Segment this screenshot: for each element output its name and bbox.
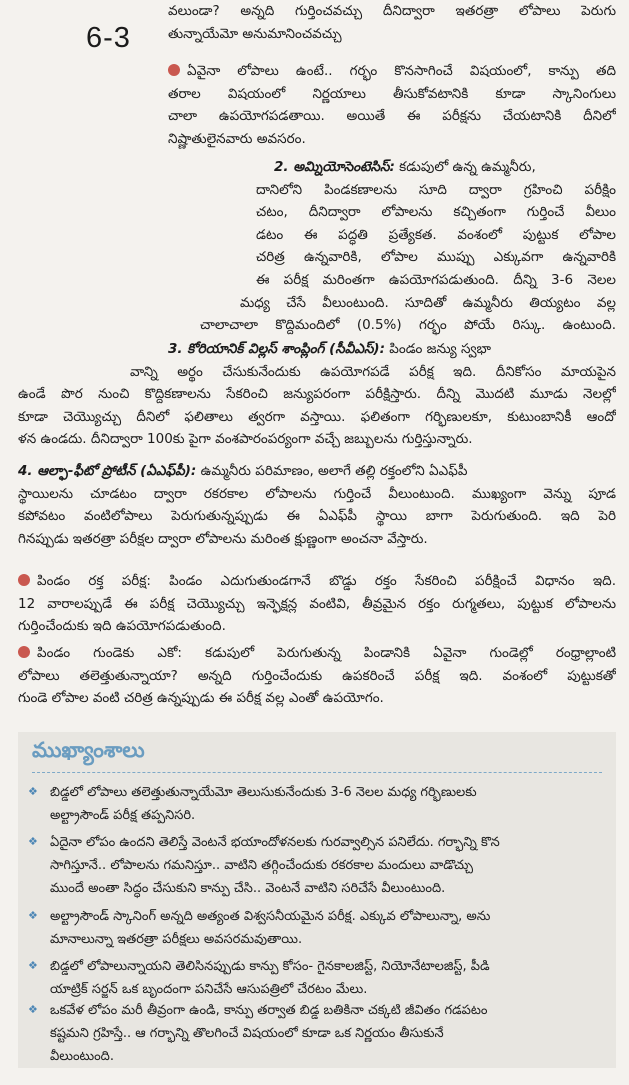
diamond-bullet-icon: ❖ — [28, 835, 38, 848]
text-line: మధ్య చేసే వీలుంటుంది. సూదితో ఉమ్మనీరు తియ్యటం వల్ల — [240, 294, 616, 311]
red-circle-bullet-icon — [18, 646, 30, 658]
key-point-item — [28, 904, 603, 951]
divider — [32, 772, 602, 773]
text-line: తరాల విషయంలో నిర్ణయాలు తీసుకోవటానికి కూడా స్కానింగులు — [168, 85, 616, 102]
text-line: ❖ అల్ట్రాసౌండ్ స్కానింగ్ అన్నది అత్యంత విశ్వసనీయమైన పరీక్ష. ఎక్కువ లోపాలున్నా, అను — [28, 904, 603, 928]
text-line: 12 వారాలప్పుడే ఈ పరీక్ష చెయ్యొచ్చు ఇన్ఫెక్షన్ల వంటివి, తీవ్రమైన రక్తం రుగ్మతలు, పుట్టుక లోపాలను — [18, 595, 616, 612]
text-line: చటం, దీనిద్వారా లోపాలను కచ్చితంగా గుర్తించే వీలుం — [256, 204, 616, 221]
section-heading: 2. అమ్నియోసెంటెసిస్: — [274, 159, 395, 175]
scanning-note-paragraph — [168, 60, 616, 150]
intro-paragraph — [168, 0, 616, 45]
text-line: పిండం రక్త పరీక్ష: పిండం ఎదుగుతుండగానే బొడ్డు రక్తం సేకరించి పరీక్షించే విధానం ఇది. — [18, 570, 616, 593]
diamond-bullet-icon: ❖ — [28, 909, 38, 922]
text-line: కష్టమని గ్రహిస్తే.. ఆ గర్భాన్ని తొలగించే విషయంలో కూడా ఒక నిర్ణయం తీసుకునే — [50, 1026, 444, 1041]
text-line: తున్నాయేమో అనుమానించవచ్చు — [168, 25, 342, 42]
red-circle-bullet-icon — [18, 574, 30, 586]
amniocentesis-paragraph — [200, 156, 616, 337]
section-heading: 3. కోరియానిక్ విల్లస్ శాంప్లింగ్ (సీవీఎస్): — [168, 341, 386, 357]
key-points-title: ముఖ్యాంశాలు — [32, 738, 145, 762]
diamond-bullet-icon: ❖ — [28, 959, 38, 972]
text-line: సాగిస్తూనే.. లోపాలను గమనిస్తూ.. వాటిని తగ్గించేందుకు రకరకాల మందులు వాడొచ్చు — [50, 858, 474, 873]
fetal-echo-paragraph — [18, 642, 616, 710]
text-line: అల్ట్రాసౌండ్ పరీక్ష తప్పనిసరి. — [50, 808, 196, 823]
text-line: స్థాయిలను చూడటం ద్వారా రకరకాల లోపాలను గుర్తించే వీలుంటుంది. ముఖ్యంగా వెన్ను పూడ — [18, 485, 616, 502]
text-line: ముందే అంతా సిద్ధం చేసుకుని కాన్పు చేసి.. వెంటనే వాటిని సరిచేసే వీలుంటుంది. — [50, 881, 446, 896]
text-line: దానిలోని పిండకణాలను సూది ద్వారా గ్రహించి పరీక్షిం — [256, 181, 616, 198]
text-line: గుర్తించేందుకు ఇది ఉపయోగపడుతుంది. — [18, 618, 226, 635]
text-line: గినప్పుడు ఇతరత్రా పరీక్షల ద్వారా లోపాలను మరింత క్షుణ్ణంగా అంచనా వేస్తారు. — [18, 530, 428, 547]
text-line: వీలుంటుంది. — [50, 1049, 114, 1064]
text-line: డటం ఈ పద్ధతి ప్రత్యేకత. వంశంలో పుట్టుక లోపాల — [256, 226, 616, 243]
key-point-item — [28, 998, 603, 1068]
text-line: ❖ బిడ్డలో లోపాలు తలెత్తుతున్నాయేమో తెలుసుకునేందుకు 3-6 నెలల మధ్య గర్భిణులకు — [28, 780, 603, 804]
text-line: వలుండా? అన్నది గుర్తించవచ్చు దీనిద్వారా ఇతరత్రా లోపాలు పెరుగు — [168, 3, 616, 19]
red-circle-bullet-icon — [168, 64, 180, 76]
section-heading: 4. ఆల్ఫా-ఫీటో ప్రోటీన్ (ఏఎఫ్‌పీ): — [18, 463, 197, 479]
diamond-bullet-icon: ❖ — [28, 785, 38, 798]
text-line: ❖ ఒకవేళ లోపం మరీ తీవ్రంగా ఉండి, కాన్పు తర్వాత బిడ్డ బతికినా చక్కటి జీవితం గడపటం — [28, 998, 603, 1022]
text-line: మానాలున్నా ఇతరత్రా పరీక్షలు అవసరమవుతాయి. — [50, 932, 303, 947]
text-line: చాలా ఉపయోగపడతాయి. అయితే ఈ పరీక్షను చేయటానికి దీనిలో — [168, 108, 616, 125]
text-line: కూడా చెయ్యొచ్చు దీనిలో ఫలితాలు త్వరగా వస్తాయి. ఫలితంగా గర్భిణులకూ, కుటుంబానికీ ఆందో — [18, 408, 616, 425]
text-line: ఉండే పొర నుంచి కొద్దికణాలను సేకరించి జన్యుపరంగా పరీక్షిస్తారు. దీన్ని మొదటి మూడు నెలల్లో — [18, 386, 616, 403]
text-line: యాట్రిక్ సర్జన్ ఒక బృందంగా పనిచేసే ఆసుపత్రిలో చేరటం మేలు. — [50, 982, 368, 997]
text-line: ఈ పరీక్ష మరింతగా ఉపయోగపడుతుంది. దీన్ని 3-6 నెలల — [256, 271, 616, 288]
key-points-box — [18, 732, 616, 1068]
text-line: ఏవైనా లోపాలు ఉంటే.. గర్భం కొనసాగించే విషయంలో, కాన్పు తది — [168, 60, 616, 83]
key-point-item — [28, 954, 603, 1001]
text-line: చాలాచాలా కొద్దిమందిలో (0.5%) గర్భం పోయే రిస్కు. ఉంటుంది. — [200, 317, 616, 334]
text-line: 2. అమ్నియోసెంటెసిస్: కడుపులో ఉన్న ఉమ్మనీరు, — [274, 159, 536, 175]
text-line: చరిత్ర ఉన్నవారికి, లోపాల ముప్పు ఎక్కువగా ఉన్నవారికి — [256, 249, 616, 266]
text-line: 4. ఆల్ఫా-ఫీటో ప్రోటీన్ (ఏఎఫ్‌పీ): ఉమ్మనీరు పరిమాణం, అలాగే తల్లి రక్తంలోని ఏఎఫ్‌పీ — [18, 463, 468, 479]
text-line: వాన్ని అర్థం చేసుకునేందుకు ఉపయోగపడే పరీక్ష ఇది. దీనికోసం మాయపైన — [130, 363, 616, 380]
text-line: ❖ ఏదైనా లోపం ఉందని తెలిస్తే వెంటనే భయాందోళనలకు గురవ్వాల్సిన పనిలేదు. గర్భాన్ని కొన — [28, 830, 603, 854]
text-line: ళన ఉండదు. దీనిద్వారా 100కు పైగా వంశపారంపర్యంగా వచ్చే జబ్బులను గుర్తిస్తున్నారు. — [18, 431, 473, 448]
text-line: ❖ బిడ్డలో లోపాలున్నాయని తెలిసినప్పుడు కాన్పు కోసం- గైనకాలజిస్ట్, నియోనేటాలజిస్ట్, పీడి — [28, 954, 603, 978]
fetal-blood-test-paragraph — [18, 570, 616, 638]
text-line: పిండం గుండెకు ఎకో: కడుపులో పెరుగుతున్న పిండానికి ఏవైనా గుండెల్లో రంధ్రాల్లాంటి — [18, 642, 616, 665]
page-number: 6-3 — [86, 22, 131, 54]
key-point-item — [28, 780, 603, 827]
text-line: నిష్ణాతులైనవారు అవసరం. — [168, 130, 306, 147]
cvs-paragraph — [18, 338, 616, 451]
text-line: గుండె లోపాల వంటి చరిత్ర ఉన్నప్పుడు ఈ పరీక్ష వల్ల ఎంతో ఉపయోగం. — [18, 690, 384, 707]
diamond-bullet-icon: ❖ — [28, 1003, 38, 1016]
key-point-item — [28, 830, 603, 900]
text-line: 3. కోరియానిక్ విల్లస్ శాంప్లింగ్ (సీవీఎస్): పిండం జన్యు స్వభా — [168, 341, 491, 357]
text-line: లోపాలు తలెత్తుతున్నాయా? అన్నది గుర్తించేందుకు ఉపకరించే పరీక్ష ఇది. వంశంలో పుట్టుకతో — [18, 667, 616, 684]
afp-paragraph — [18, 460, 616, 550]
text-line: కపోవటం వంటిలోపాలు పెరుగుతున్నప్పుడు ఈ ఏఎఫ్‌పీ స్థాయి బాగా పెరుగుతుంది. ఇది పెరి — [18, 508, 616, 525]
